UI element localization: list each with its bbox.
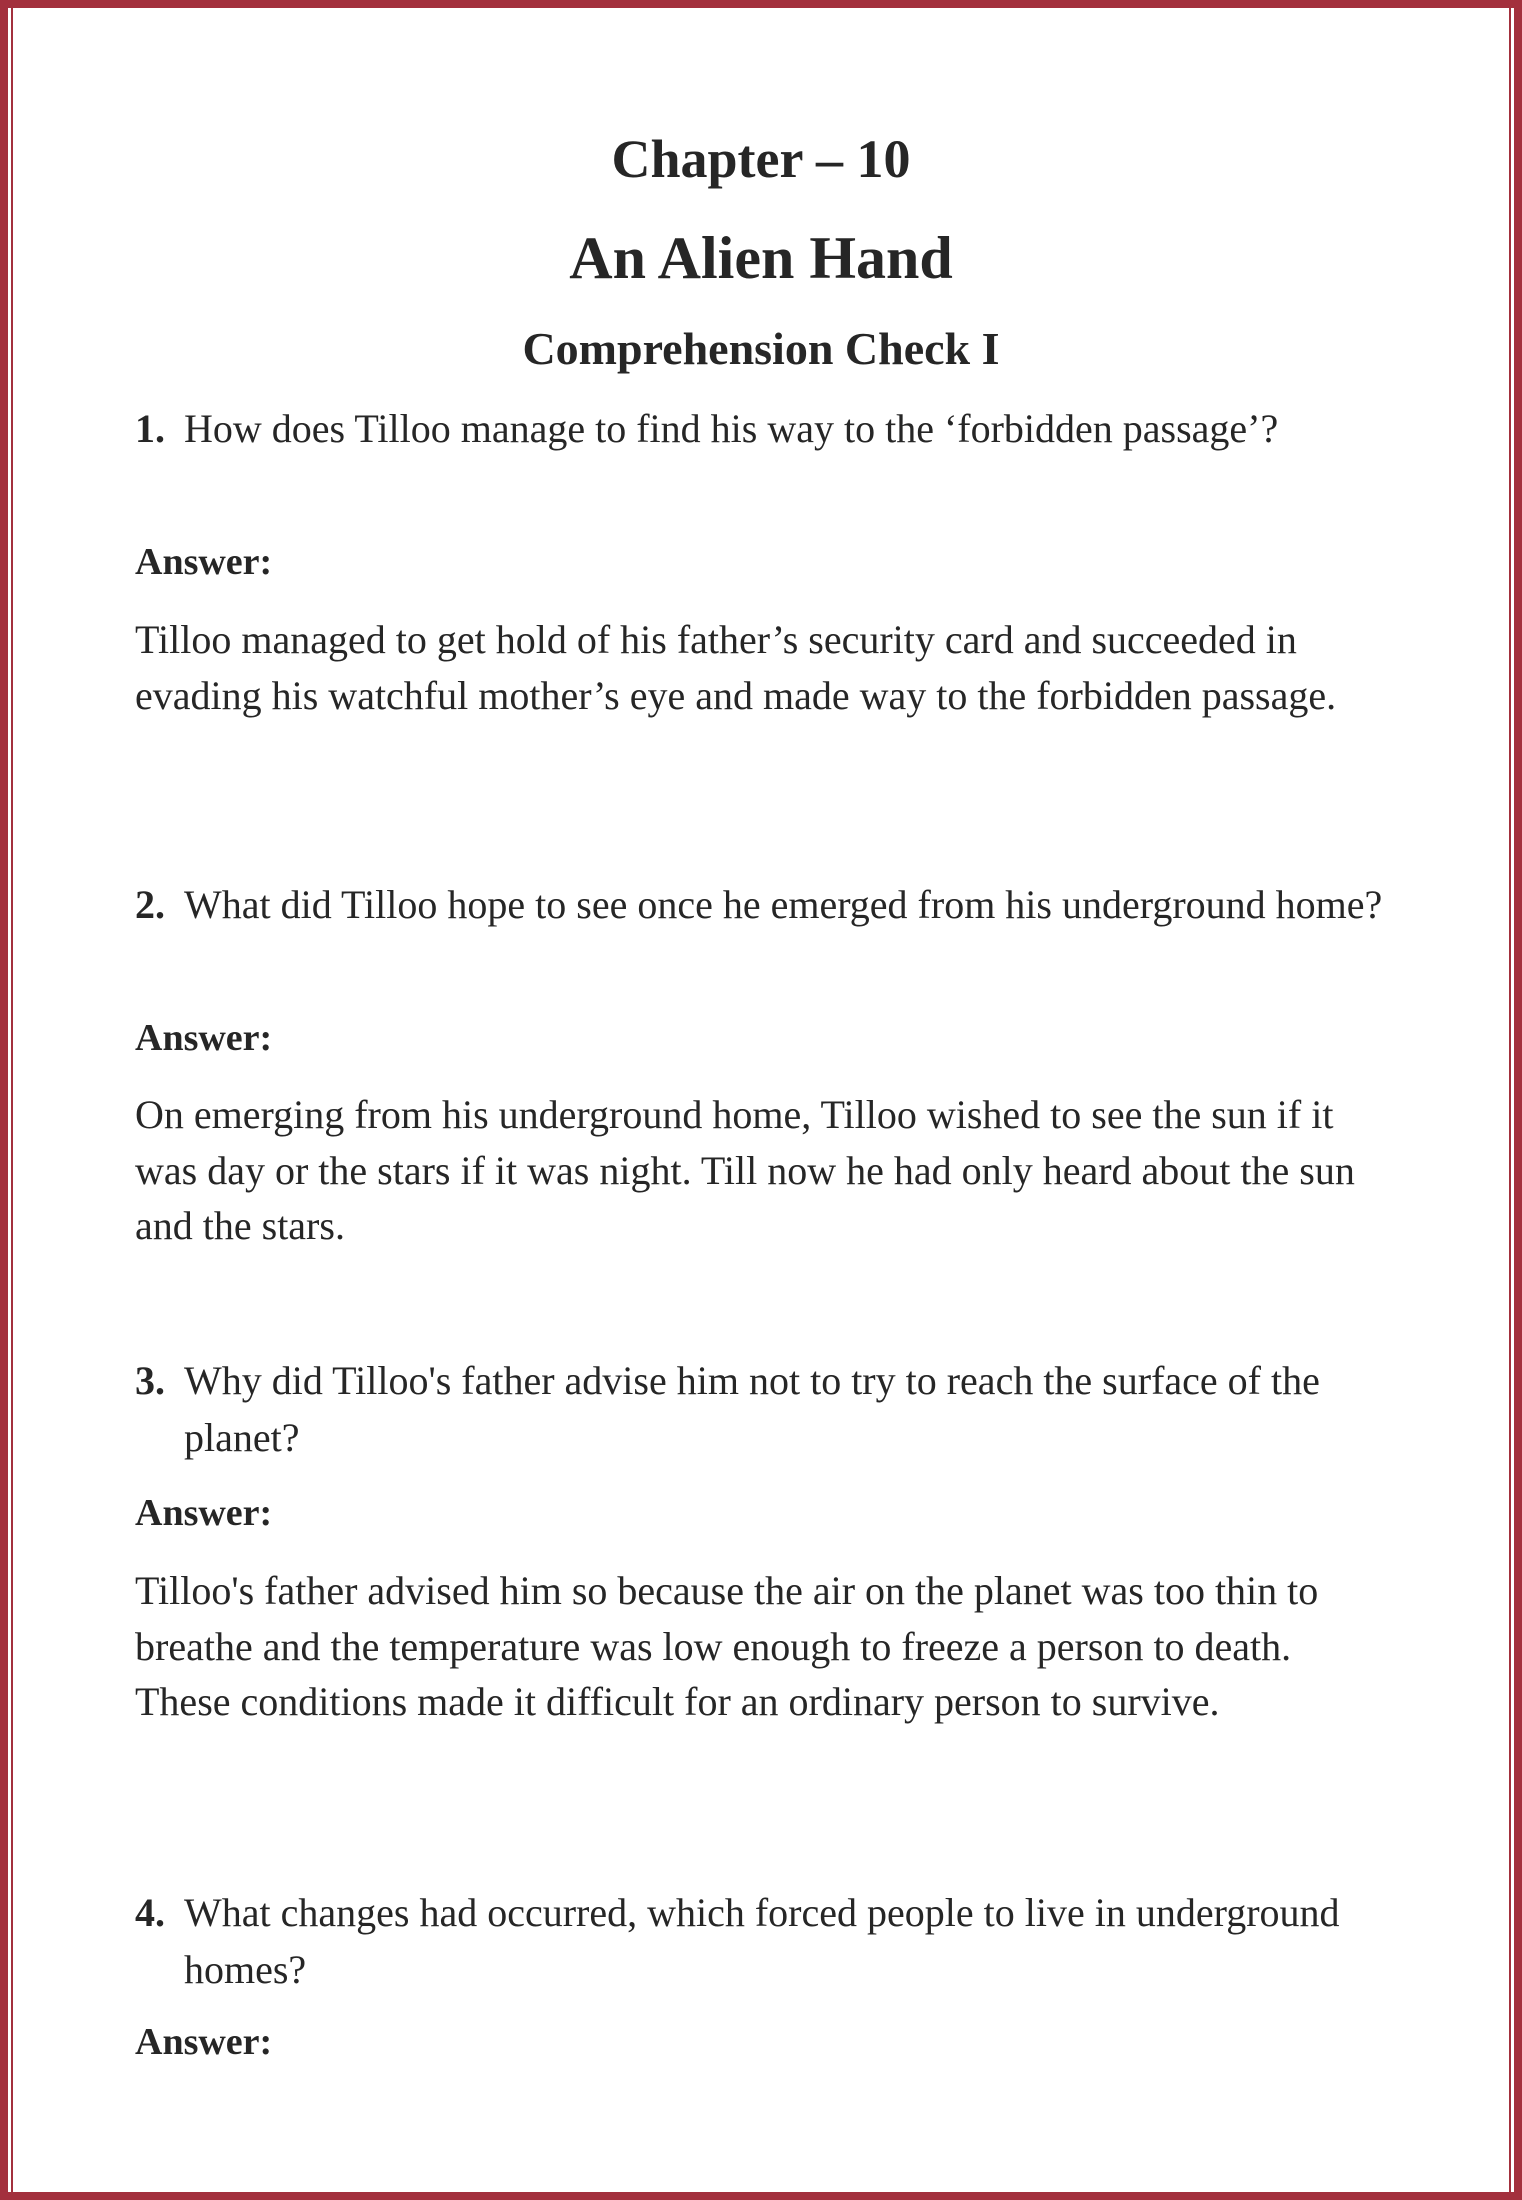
question-number: 1. (135, 406, 165, 451)
question-text: What did Tilloo hope to see once he emerged from his underground home? (184, 882, 1383, 927)
question-text: Why did Tilloo's father advise him not to try to reach the surface of the planet? (184, 1358, 1320, 1460)
question-1 (135, 400, 1395, 457)
question-number: 3. (135, 1358, 165, 1403)
question-text: How does Tilloo manage to find his way to the ‘forbidden passage’? (184, 406, 1279, 451)
answer-2: On emerging from his underground home, Tilloo wished to see the sun if it was day or the stars if it was night. Till now he had only heard about the sun and the stars. (135, 1092, 1355, 1248)
answer-3: Tilloo's father advised him so because the air on the planet was too thin to breathe and the temperature was low enough to freeze a person to death. These conditions made it difficult for an ordinary person to survive. (135, 1568, 1319, 1724)
question-number: 2. (135, 882, 165, 927)
question-3 (135, 1352, 1395, 1466)
question-text: What changes had occurred, which forced people to live in underground homes? (184, 1890, 1340, 1992)
section-title: Comprehension Check I (522, 323, 1000, 374)
answer-label: Answer: (135, 1492, 273, 1534)
question-4 (135, 1884, 1395, 1998)
answer-label: Answer: (135, 2021, 273, 2063)
chapter-number: Chapter – 10 (611, 129, 911, 189)
chapter-title: An Alien Hand (569, 225, 953, 291)
answer-label: Answer: (135, 1017, 273, 1059)
answer-label: Answer: (135, 541, 273, 583)
question-2 (135, 876, 1395, 933)
answer-1: Tilloo managed to get hold of his father’s security card and succeeded in evading his watchful mother’s eye and made way to the forbidden passage. (135, 617, 1337, 718)
question-number: 4. (135, 1890, 165, 1935)
